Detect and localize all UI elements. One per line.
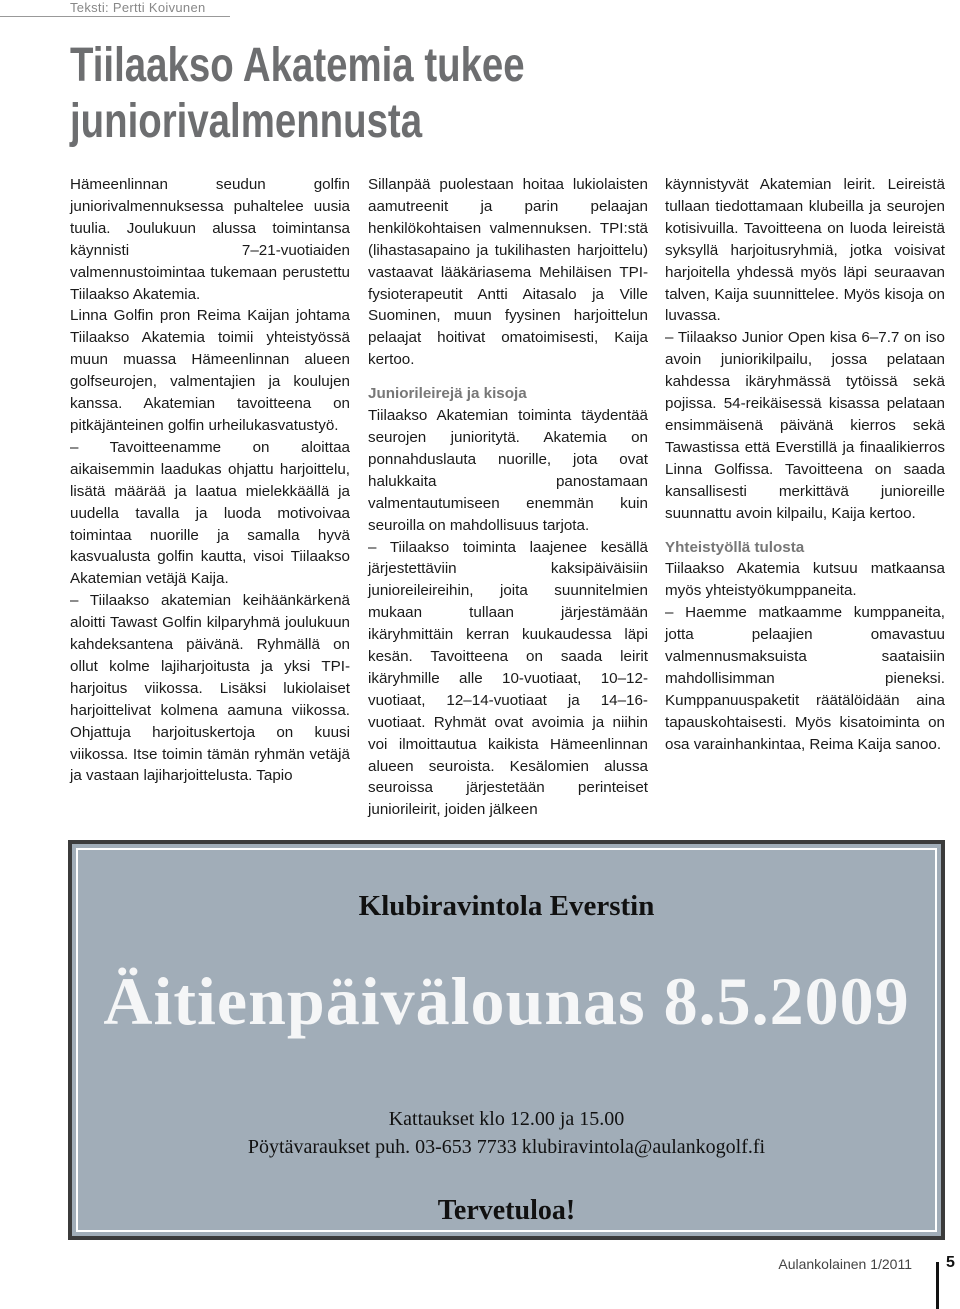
paragraph: – Tiilaakso Junior Open kisa 6–7.7 on iso avoin juniorikilpailu, jossa pelataan kahdessa ikäryhmässä tytöissä sekä pojissa. 54-reikäisessä kisassa pelataan ensimmäisenä päivänä kierros sekä Tawastissa että Everstillä ja finaalikierros Linna Golfissa. Tavoitteena on saada kansallisesti merkittävä junioreille suunnattu avoin kilpailu, Kaija kertoo. bbox=[665, 329, 945, 522]
footer-rule bbox=[936, 1262, 939, 1309]
paragraph: Linna Golfin pron Reima Kaijan johtama Tiilaakso Akatemia toimii yhteistyössä muun muassa Hämeenlinnan alueen golfseurojen, valmentajien ja koulujen kanssa. Akatemian tavoitteena on pitkäjänteinen golfin urheilukasvatustyö. bbox=[70, 307, 350, 434]
subheading: Juniorileirejä ja kisoja bbox=[368, 385, 527, 403]
ad-title: Äitienpäivälounas 8.5.2009 bbox=[103, 963, 910, 1039]
subheading: Yhteistyöllä tulosta bbox=[665, 538, 805, 556]
restaurant-advertisement bbox=[68, 840, 945, 1240]
paragraph: – Haemme matkaamme kumppaneita, jotta pelaajien omavastuu valmennusmaksuista saataisiin mahdollisimman pieneksi. Kumppanuuspaketit räätälöidään aina tapauskohtaisesti. Myös kisatoiminta on osa varainhankintaa, Reima Kaija sanoo. bbox=[665, 604, 945, 753]
paragraph: Tiilaakso Akatemian toiminta täydentää seurojen junioritytä. Akatemia on ponnahduslauta nuorille, jota ovat halukkaita panostamaan valmentautumiseen enemmän kuin seuroilla on mahdollisuus tarjota. bbox=[368, 407, 648, 534]
paragraph: – Tiilaakso toiminta laajenee kesällä järjestettäviin kaksipäiväisiin junioreileireihin, joita suunnitelmien mukaan tullaan järjestämään ikäryhmittäin kerran kuukaudessa läpi kesän. Tavoitteena on saada leirit ikäryhmille alle 10-vuotiaat, 10–12-vuotiaat, 12–14-vuotiaat ja 14–16-vuotiaat. Ryhmät ovat avoimia ja niihin voi ilmoittautua kaikista Hämeenlinnan alueen seuroista. Kesälomien alussa seuroissa järjestetään perinteiset juniorileirit, joiden jälkeen bbox=[368, 538, 648, 819]
ad-inner-frame bbox=[76, 848, 937, 1232]
ad-venue: Klubiravintola Everstin bbox=[358, 890, 655, 922]
paragraph: – Tiilaakso akatemian keihäänkärkenä aloitti Tawast Golfin kilparyhmä joulukuun kahdeksantena päivänä. Ryhmällä on ollut kolme lajiharjoitusta ja yksi TPI-harjoitus viikossa. Lisäksi lukiolaiset harjoittelivat kolmena aamuna viikossa. Ohjattuja harjoituskertoja on kuusi viikossa. Itse toimin tämän ryhmän vetäjä ja vastaan lajiharjoittelusta. Tapio bbox=[70, 592, 350, 785]
paragraph: Sillanpää puolestaan hoitaa lukiolaisten aamutreenit ja parin pelaajan henkilökohtaisen valmennuksen. TPI:stä (lihastasapaino ja tukilihasten harjoittelu) vastaavat lääkäriasema Mehiläisen TPI-fysioterapeutit Antti Aitasalo ja Ville Suominen, muun fyysinen harjoittelun pelaajat hoitivat omatoimisesti, Kaija kertoo. bbox=[368, 176, 648, 369]
article-column-1 bbox=[70, 174, 350, 787]
ad-booking: Pöytävaraukset puh. 03-653 7733 klubiravintola@aulankogolf.fi bbox=[247, 1136, 766, 1158]
title-line-2: juniorivalmennusta bbox=[70, 95, 423, 148]
title-line-1: Tiilaakso Akatemia tukee bbox=[70, 39, 525, 92]
article-column-3 bbox=[665, 174, 945, 756]
article-column-2 bbox=[368, 174, 648, 821]
paragraph: Tiilaakso Akatemia kutsuu matkaansa myös yhteistyökumppaneita. bbox=[665, 560, 945, 600]
article-title bbox=[70, 38, 582, 150]
paragraph: Hämeenlinnan seudun golfin juniorivalmennuksessa puhaltelee uusia tuulia. Joulukuun alussa toimintansa käynnisti 7–21-vuotiaiden valmennustoimintaa tukemaan perustettu Tiilaakso Akatemia. bbox=[70, 176, 350, 303]
paragraph: käynnistyvät Akatemian leirit. Leireistä tullaan tiedottamaan klubeilla ja seurojen kotisivuilla. Tavoitteena on luoda leireistä syksyllä harjoitusryhmiä, jotka voisivat harjoitella yhdessä myös läpi seuraavan talven, Kaija suunnittelee. Myös kisoja on luvassa. bbox=[665, 176, 945, 325]
ad-times: Kattaukset klo 12.00 ja 15.00 bbox=[388, 1108, 625, 1130]
paragraph: – Tavoitteenamme on aloittaa aikaisemmin laadukas ohjattu harjoittelu, lisätä määrää ja laatua mielekkäällä ja uudella tavalla ja luoda motivoivaa toimintaa nuorille ja samalla hyvä kasvualusta golfin kautta, visoi Tiilaakso Akatemian vetäjä Kaija. bbox=[70, 438, 350, 588]
magazine-issue: Aulankolainen 1/2011 bbox=[778, 1256, 912, 1272]
top-rule bbox=[0, 16, 230, 17]
ad-welcome: Tervetuloa! bbox=[437, 1195, 576, 1226]
page-number: 5 bbox=[946, 1254, 955, 1271]
byline: Teksti: Pertti Koivunen bbox=[70, 0, 206, 15]
